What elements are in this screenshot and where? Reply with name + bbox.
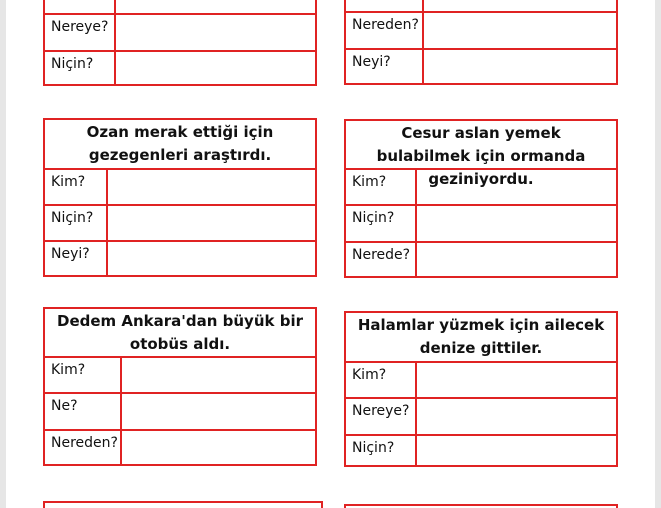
question-row xyxy=(45,15,315,52)
answer-box[interactable] xyxy=(108,170,315,204)
sentence-title: Dedem Ankara'dan büyük bir otobüs aldı. xyxy=(45,309,315,358)
question-row xyxy=(346,206,616,243)
question-row xyxy=(346,0,616,13)
question-label: Kim? xyxy=(45,358,122,392)
question-row xyxy=(45,52,315,86)
question-row xyxy=(45,394,315,431)
sentence-title: Cesur aslan yemek bulabilmek için ormanda geziniyordu. xyxy=(346,121,616,170)
answer-box[interactable] xyxy=(116,15,315,50)
answer-box[interactable] xyxy=(417,170,616,204)
answer-box[interactable] xyxy=(108,206,315,240)
question-row xyxy=(346,50,616,85)
question-label: Kim? xyxy=(45,170,108,204)
answer-box[interactable] xyxy=(116,0,315,13)
question-label: Nereye? xyxy=(45,15,116,50)
question-card-7 xyxy=(43,501,323,508)
answer-box[interactable] xyxy=(116,52,315,86)
question-label: Niçin? xyxy=(346,436,417,465)
question-row xyxy=(45,431,315,464)
question-row xyxy=(45,242,315,275)
question-row xyxy=(45,0,315,15)
answer-box[interactable] xyxy=(417,399,616,434)
answer-box[interactable] xyxy=(417,206,616,241)
question-row xyxy=(346,243,616,276)
question-label: Kim? xyxy=(346,170,417,204)
question-label: Neyi? xyxy=(45,242,108,275)
question-label: Kim? xyxy=(346,363,417,397)
page-shadow-right xyxy=(655,0,661,508)
answer-box[interactable] xyxy=(122,394,315,429)
question-card-6 xyxy=(344,311,618,467)
question-label: Niçin? xyxy=(45,52,116,86)
question-row xyxy=(346,399,616,436)
sentence-title: Halamlar yüzmek için ailecek denize gittiler. xyxy=(346,313,616,363)
question-label xyxy=(346,0,424,11)
question-card-1 xyxy=(43,0,317,86)
question-card-8 xyxy=(344,504,618,508)
question-card-3 xyxy=(43,118,317,277)
answer-box[interactable] xyxy=(417,363,616,397)
question-row xyxy=(346,13,616,50)
page-shadow-left xyxy=(0,0,6,508)
question-row xyxy=(45,170,315,206)
answer-box[interactable] xyxy=(108,242,315,275)
question-label: Nereden? xyxy=(45,431,122,464)
question-label: Niçin? xyxy=(346,206,417,241)
question-label: Nereden? xyxy=(346,13,424,48)
answer-box[interactable] xyxy=(424,50,616,85)
question-card-5 xyxy=(43,307,317,466)
answer-box[interactable] xyxy=(122,431,315,464)
sentence-title: Ozan merak ettiği için gezegenleri araştırdı. xyxy=(45,120,315,170)
question-label: Neyi? xyxy=(346,50,424,85)
question-row xyxy=(45,358,315,394)
answer-box[interactable] xyxy=(417,243,616,276)
question-label: Niçin? xyxy=(45,206,108,240)
question-row xyxy=(346,436,616,465)
question-label: Nereye? xyxy=(346,399,417,434)
question-card-2 xyxy=(344,0,618,85)
question-label: Nerede? xyxy=(346,243,417,276)
answer-box[interactable] xyxy=(424,0,616,11)
question-card-4 xyxy=(344,119,618,278)
answer-box[interactable] xyxy=(122,358,315,392)
answer-box[interactable] xyxy=(424,13,616,48)
question-row xyxy=(346,170,616,206)
sentence-title xyxy=(45,503,321,508)
question-label xyxy=(45,0,116,13)
question-label: Ne? xyxy=(45,394,122,429)
question-row xyxy=(346,363,616,399)
answer-box[interactable] xyxy=(417,436,616,465)
question-row xyxy=(45,206,315,242)
